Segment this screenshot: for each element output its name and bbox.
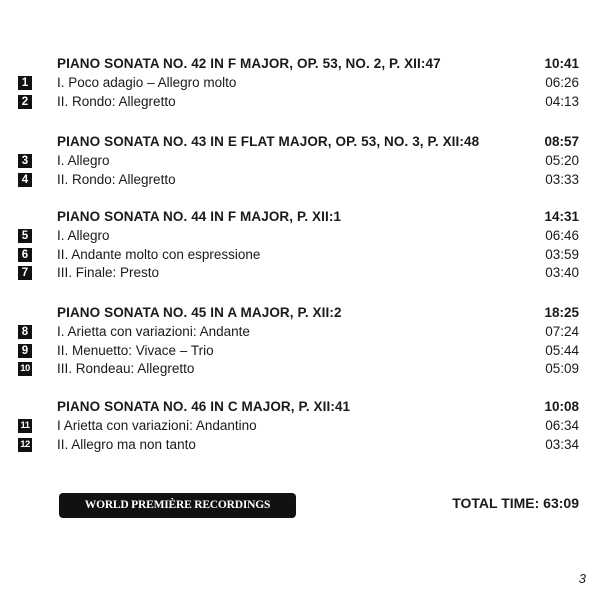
sonata-section	[0, 209, 600, 284]
track-number-box: 5	[18, 229, 32, 243]
sonata-duration: 10:08	[544, 399, 579, 414]
track-duration: 05:44	[545, 342, 579, 358]
track-duration: 07:24	[545, 324, 579, 339]
sonata-header	[0, 305, 600, 324]
page-number: 3	[578, 571, 586, 586]
sonata-title: PIANO SONATA NO. 43 IN E FLAT MAJOR, OP. 53, NO. 3, P. XII:48	[57, 134, 480, 149]
track-duration: 03:40	[545, 265, 579, 280]
track-number-box: 4	[18, 173, 32, 187]
sonata-header	[0, 56, 600, 75]
track-row	[0, 343, 600, 362]
track-duration: 03:59	[545, 246, 579, 262]
sonata-section	[0, 56, 600, 112]
track-row	[0, 324, 600, 343]
track-row	[0, 247, 600, 266]
track-title: I. Arietta con variazioni: Andante	[57, 324, 250, 339]
track-duration: 03:33	[545, 171, 579, 187]
track-number-box: 9	[18, 344, 32, 358]
track-duration: 05:09	[545, 361, 579, 376]
track-row	[0, 94, 600, 113]
track-duration: 04:13	[545, 93, 579, 109]
track-row	[0, 361, 600, 380]
track-number-box: 7	[18, 266, 32, 280]
sonata-section	[0, 134, 600, 190]
track-title: II. Rondo: Allegretto	[57, 171, 176, 187]
track-duration: 06:34	[545, 418, 579, 433]
track-row	[0, 228, 600, 247]
track-title: I. Allegro	[57, 228, 110, 243]
track-title: II. Andante molto con espressione	[57, 246, 261, 262]
track-title: II. Menuetto: Vivace – Trio	[57, 342, 214, 358]
track-row	[0, 75, 600, 94]
sonata-header	[0, 209, 600, 228]
track-title: II. Allegro ma non tanto	[57, 436, 196, 452]
track-number-box: 12	[18, 438, 32, 452]
track-number-box: 3	[18, 154, 32, 168]
sonata-title: PIANO SONATA NO. 45 IN A MAJOR, P. XII:2	[57, 305, 342, 320]
track-number-box: 10	[18, 362, 32, 376]
track-title: III. Finale: Presto	[57, 265, 160, 280]
track-row	[0, 153, 600, 172]
track-number-box: 11	[18, 419, 32, 433]
sonata-title: PIANO SONATA NO. 42 IN F MAJOR, OP. 53, NO. 2, P. XII:47	[57, 56, 441, 71]
track-number-box: 1	[18, 76, 32, 90]
track-title: I. Allegro	[57, 153, 110, 168]
track-row	[0, 418, 600, 437]
world-premiere-badge: WORLD PREMIÈRE RECORDINGS	[59, 493, 296, 518]
sonata-section	[0, 305, 600, 380]
sonata-section	[0, 399, 600, 455]
track-title: I Arietta con variazioni: Andantino	[57, 418, 257, 433]
sonata-header	[0, 399, 600, 418]
track-number-box: 2	[18, 95, 32, 109]
sonata-duration: 14:31	[544, 209, 579, 224]
sonata-title: PIANO SONATA NO. 44 IN F MAJOR, P. XII:1	[57, 209, 342, 224]
track-duration: 06:26	[545, 75, 579, 90]
sonata-title: PIANO SONATA NO. 46 IN C MAJOR, P. XII:41	[57, 399, 351, 414]
track-row	[0, 437, 600, 456]
track-title: II. Rondo: Allegretto	[57, 93, 176, 109]
sonata-duration: 08:57	[544, 134, 579, 149]
sonata-duration: 18:25	[544, 305, 579, 320]
track-duration: 06:46	[545, 228, 579, 243]
total-time: TOTAL TIME: 63:09	[452, 495, 579, 511]
track-title: I. Poco adagio – Allegro molto	[57, 75, 237, 90]
track-title: III. Rondeau: Allegretto	[57, 361, 195, 376]
track-duration: 05:20	[545, 153, 579, 168]
track-row	[0, 172, 600, 191]
sonata-duration: 10:41	[544, 56, 579, 71]
track-duration: 03:34	[545, 436, 579, 452]
track-row	[0, 265, 600, 284]
track-number-box: 6	[18, 248, 32, 262]
track-number-box: 8	[18, 325, 32, 339]
sonata-header	[0, 134, 600, 153]
